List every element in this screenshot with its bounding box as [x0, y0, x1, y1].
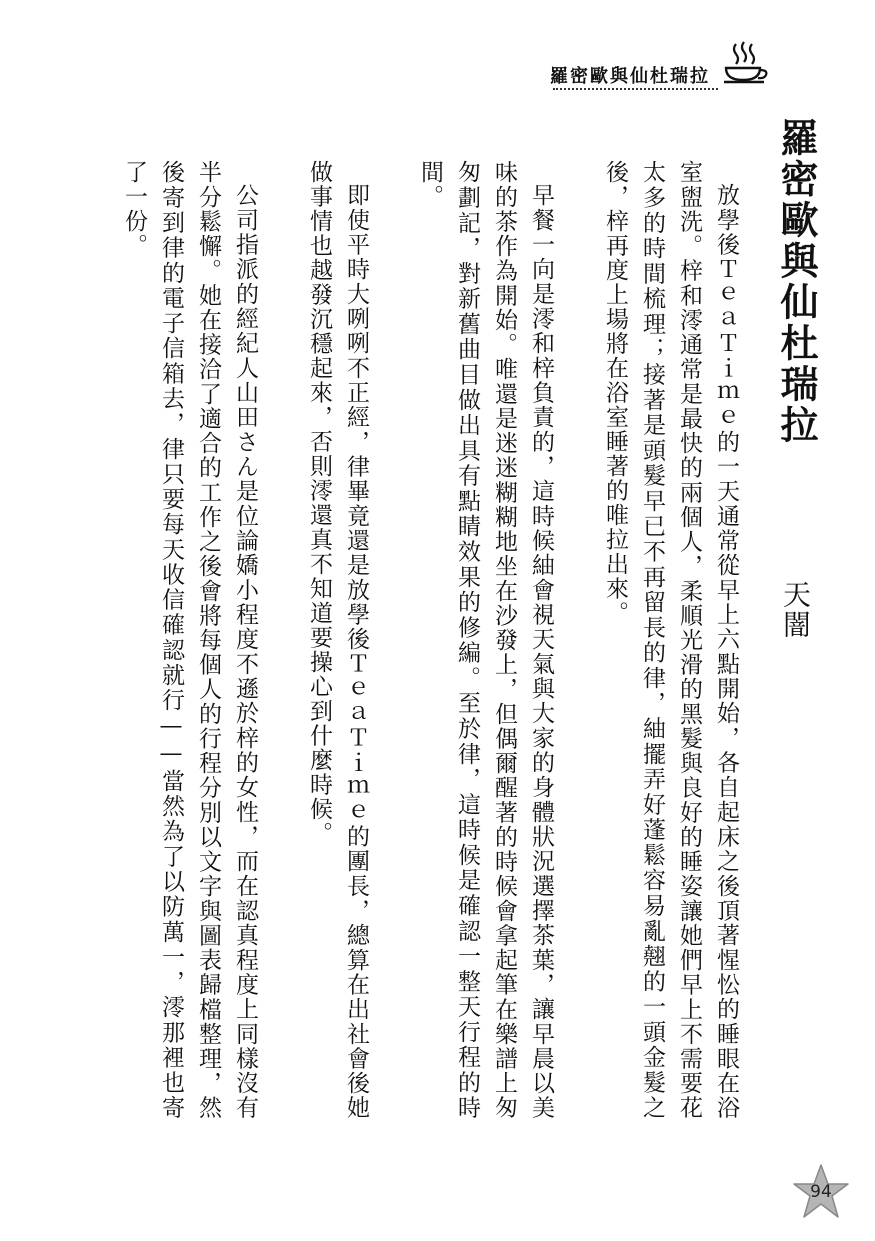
- paragraph: [596, 160, 744, 1120]
- paragraph: [115, 160, 263, 1120]
- paragraph-text: 即使平時大咧咧不正經，律畢竟還是放學後ＴｅａＴｉｍｅ的團長，總算在出社會後她做事情也越發沉穩起來，否則澪還真不知道要操心到什麼時候。: [306, 160, 369, 1120]
- paragraph-text: 放學後ＴｅａＴｉｍｅ的一天通常從早上六點開始，各自起床之後頂著惺忪的睡眼在浴室盥洗。梓和澪通常是最快的兩個人，柔順光滑的黑髮與良好的睡姿讓她們早上不需要花太多的時間梳理；接著是頭髮早已不再留長的律，紬擺弄好蓬鬆容易亂翹的一頭金髮之後，梓再度上場將在浴室睡著的唯拉出來。: [602, 160, 739, 1120]
- paragraph-text: 公司指派的經紀人山田さん是位論嬌小程度不遜於梓的女性，而在認真程度上同樣沒有半分鬆懈。她在接洽了適合的工作之後會將每個人的行程分別以文字與圖表歸檔整理，然後寄到律的電子信箱去，律只要每天收信確認就行——當然為了以防萬一，澪那裡也寄了一份。: [121, 160, 258, 1120]
- paragraph: [300, 160, 374, 1120]
- page-number: 94: [810, 1182, 832, 1202]
- paragraph-text: 早餐一向是澪和梓負責的，這時候紬會視天氣與大家的身體狀況選擇茶葉，讓早晨以美味的茶作為開始。唯還是迷迷糊糊地坐在沙發上，但偶爾醒著的時候會拿起筆在樂譜上匆匆劃記，對新舊曲目做出具有點睛效果的修編。至於律，這時候是確認一整天行程的時間。: [417, 160, 554, 1120]
- story-body: [121, 160, 744, 1120]
- story-title: 羅密歐與仙杜瑞拉: [774, 118, 819, 446]
- author-name: 天闇: [779, 580, 812, 640]
- running-header-title: 羅密歐與仙杜瑞拉: [550, 66, 710, 87]
- steaming-teacup-icon: [722, 40, 772, 86]
- paragraph: [411, 160, 559, 1120]
- header-dotted-rule: [553, 88, 718, 90]
